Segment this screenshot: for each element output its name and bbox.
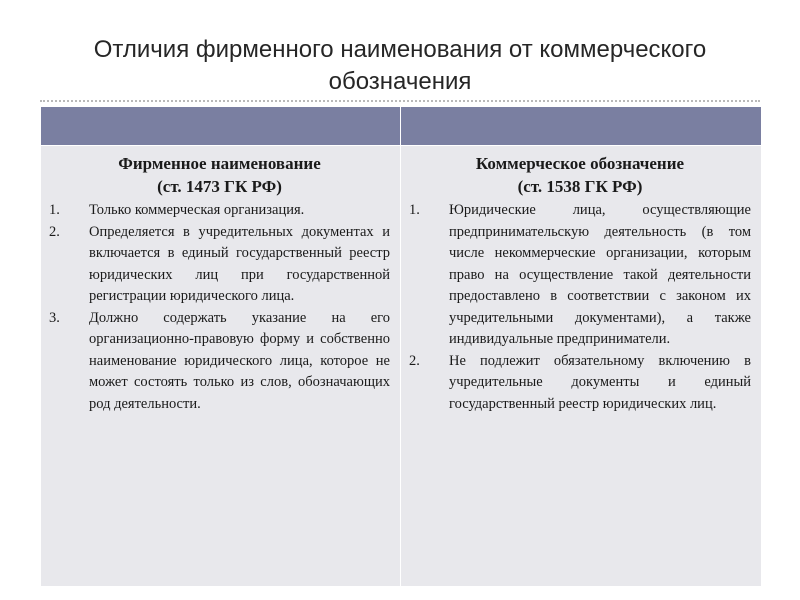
- item-number: 1.: [409, 202, 420, 218]
- list-item: [409, 351, 751, 416]
- column-title-line-1: Фирменное наименование: [118, 154, 321, 173]
- table-header-row: [41, 107, 762, 146]
- item-number: 2.: [409, 352, 420, 369]
- header-cell-right: [401, 107, 762, 146]
- slide-title: [40, 34, 760, 98]
- item-text: Определяется в учредительных документах и включается в единый государственный реестр юридических лиц при государственной регистрации юридического лица.: [89, 223, 390, 304]
- column-title: [49, 152, 390, 198]
- column-title-line-2: (ст. 1473 ГК РФ): [157, 177, 282, 196]
- item-number: 3.: [49, 309, 60, 326]
- list-item: [409, 200, 751, 351]
- comparison-table: [40, 106, 762, 587]
- item-text: Должно содержать указание на его организационно-правовую форму и собственно наименование юридического лица, которое не может состоять только из слов, обозначающих род деятельности.: [89, 309, 390, 412]
- table-body-row: [41, 146, 762, 587]
- column-trade-name: [41, 146, 401, 587]
- column-title-line-2: (ст. 1538 ГК РФ): [517, 177, 643, 196]
- title-divider: [40, 100, 760, 102]
- list-item: [49, 222, 390, 308]
- item-list: [409, 200, 751, 415]
- item-number: 1.: [49, 202, 60, 218]
- column-title: [409, 152, 751, 198]
- column-title-line-1: Коммерческое обозначение: [475, 154, 685, 173]
- list-item: [49, 308, 390, 416]
- list-item: [49, 200, 390, 222]
- item-text: Юридические лица, осуществляющие предпринимательскую деятельность (в том числе некоммерческие организации, которым право на осуществление такой деятельности предоставлено в соответствии с законом их учредительными документами), а также индивидуальные предприниматели.: [449, 202, 751, 347]
- column-commercial-designation: [401, 146, 762, 587]
- slide-title-line-1: Отличия фирменного наименования от коммерческого: [93, 36, 707, 63]
- item-text: Только коммерческая организация.: [89, 202, 305, 218]
- item-text: Не подлежит обязательному включению в учредительные документы и единый государственный реестр юридических лиц.: [449, 352, 751, 412]
- item-number: 2.: [49, 223, 60, 240]
- item-list: [49, 200, 390, 415]
- slide-title-line-2: обозначения: [328, 68, 472, 95]
- header-cell-left: [41, 107, 401, 146]
